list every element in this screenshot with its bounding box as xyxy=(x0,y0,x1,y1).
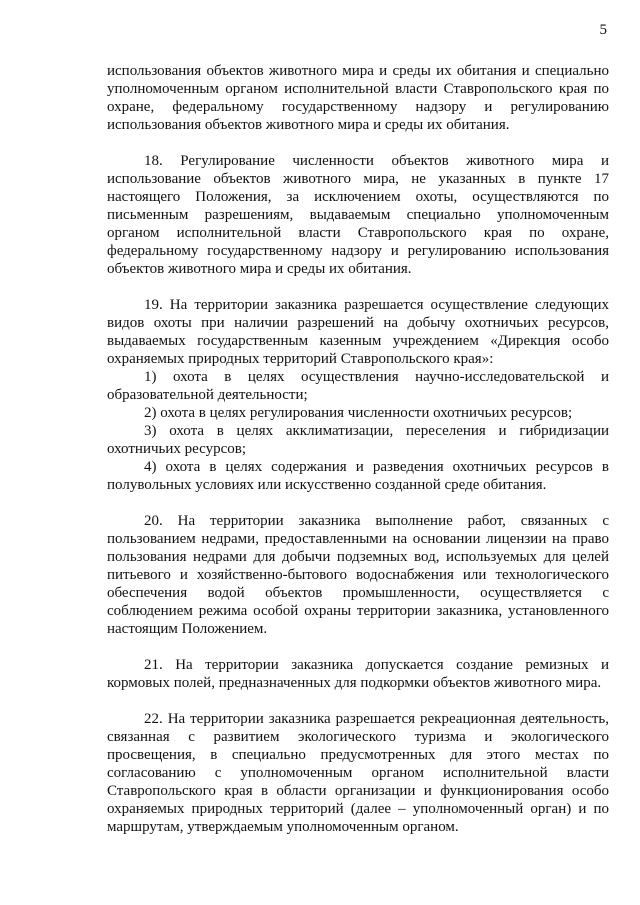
paragraph: 21. На территории заказника допускается создание ремизных и кормовых полей, предназначенных для подкормки объектов животного мира. xyxy=(107,657,609,691)
paragraph: 4) охота в целях содержания и разведения охотничьих ресурсов в полувольных условиях или искусственно созданной среде обитания. xyxy=(107,459,609,493)
paragraph: использования объектов животного мира и среды их обитания и специально уполномоченным органом исполнительной власти Ставропольского края по охране, федеральному государственному надзору и регулированию использования объектов животного мира и среды их обитания. xyxy=(107,63,609,133)
document-body xyxy=(107,62,609,836)
paragraph: 19. На территории заказника разрешается осуществление следующих видов охоты при наличии разрешений на добычу охотничьих ресурсов, выдаваемых государственным казенным учреждением «Дирекция особо охраняемых природных территорий Ставропольского края»: xyxy=(107,297,609,367)
paragraph: 3) охота в целях акклиматизации, переселения и гибридизации охотничьих ресурсов; xyxy=(107,423,609,457)
paragraph: 2) охота в целях регулирования численности охотничьих ресурсов; xyxy=(144,405,573,421)
page-number: 5 xyxy=(599,22,607,38)
paragraph: 1) охота в целях осуществления научно-исследовательской и образовательной деятельности; xyxy=(107,369,609,403)
paragraph: 18. Регулирование численности объектов животного мира и использование объектов животного мира, не указанных в пункте 17 настоящего Положения, за исключением охоты, осуществляются по письменным разрешениям, выдаваемым специально уполномоченным органом исполнительной власти Ставропольского края по охране, федеральному государственному надзору и регулированию использования объектов животного мира и среды их обитания. xyxy=(107,153,609,277)
paragraph: 22. На территории заказника разрешается рекреационная деятельность, связанная с развитием экологического туризма и экологического просвещения, в специально предусмотренных для этого местах по согласованию с уполномоченным органом исполнительной власти Ставропольского края в области организации и функционирования особо охраняемых природных территорий (далее – уполномоченный орган) и по маршрутам, утверждаемым уполномоченным органом. xyxy=(107,711,609,835)
paragraph: 20. На территории заказника выполнение работ, связанных с пользованием недрами, предоставленными на основании лицензии на право пользования недрами для добычи подземных вод, используемых для целей питьевого и хозяйственно-бытового водоснабжения или технологического обеспечения водой объектов промышленности, осуществляется с соблюдением режима особой охраны территории заказника, установленного настоящим Положением. xyxy=(107,513,609,637)
